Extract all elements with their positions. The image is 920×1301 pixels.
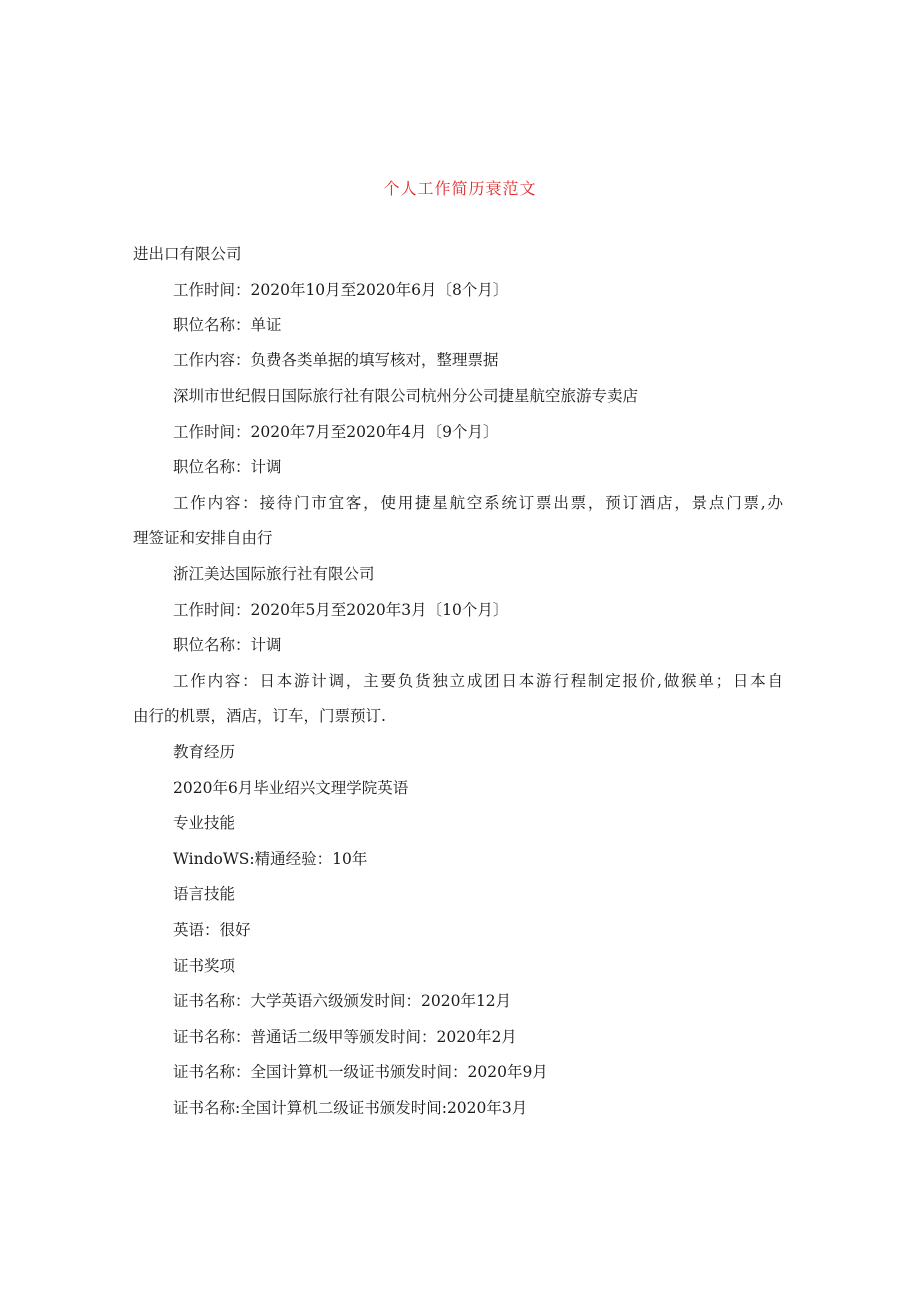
work-time: 工作时间：2020年5月至2020年3月〔10个月〕 — [173, 601, 509, 619]
certificates-heading: 证书奖项 — [173, 957, 236, 975]
work-content: 工作内容：负费各类单据的填写核对，整理票据 — [173, 351, 499, 369]
education-heading: 教育经历 — [173, 743, 236, 761]
position-name: 职位名称：单证 — [173, 316, 282, 334]
work-time: 工作时间：2020年7月至2020年4月〔9个月〕 — [173, 423, 499, 441]
certificate-item: 证书名称:全国计算机二级证书颁发时间:2020年3月 — [173, 1099, 528, 1117]
work-content: 工作内容：接待门市宜客，使用捷星航空系统订票出票，预订酒店，景点门票,办 — [173, 494, 783, 512]
company-name: 进出口有限公司 — [133, 245, 242, 263]
language-item: 英语：很好 — [173, 921, 251, 939]
company-name: 深圳市世纪假日国际旅行社有限公司杭州分公司捷星航空旅游专卖店 — [173, 387, 639, 405]
skills-item: WindoWS:精通经验：10年 — [173, 850, 368, 868]
certificate-item: 证书名称：全国计算机一级证书颁发时间：2020年9月 — [173, 1063, 548, 1081]
work-content-continued: 由行的机票，酒店，订车，门票预订. — [133, 707, 386, 725]
position-name: 职位名称：计调 — [173, 458, 282, 476]
page-title: 个人工作简历衰范文 — [383, 179, 537, 198]
work-content: 工作内容：日本游计调，主要负货独立成团日本游行程制定报价,做猴单；日本自 — [173, 672, 783, 690]
work-time: 工作时间：2020年10月至2020年6月〔8个月〕 — [173, 281, 509, 299]
certificate-item: 证书名称：大学英语六级颁发时间：2020年12月 — [173, 992, 512, 1010]
company-name: 浙江美达国际旅行社有限公司 — [173, 565, 375, 583]
skills-heading: 专业技能 — [173, 814, 236, 832]
education-item: 2020年6月毕业绍兴文理学院英语 — [173, 779, 409, 797]
position-name: 职位名称：计调 — [173, 636, 282, 654]
work-content-continued: 理签证和安排自由行 — [133, 529, 273, 547]
language-heading: 语言技能 — [173, 885, 236, 903]
certificate-item: 证书名称：普通话二级甲等颁发时间：2020年2月 — [173, 1028, 517, 1046]
